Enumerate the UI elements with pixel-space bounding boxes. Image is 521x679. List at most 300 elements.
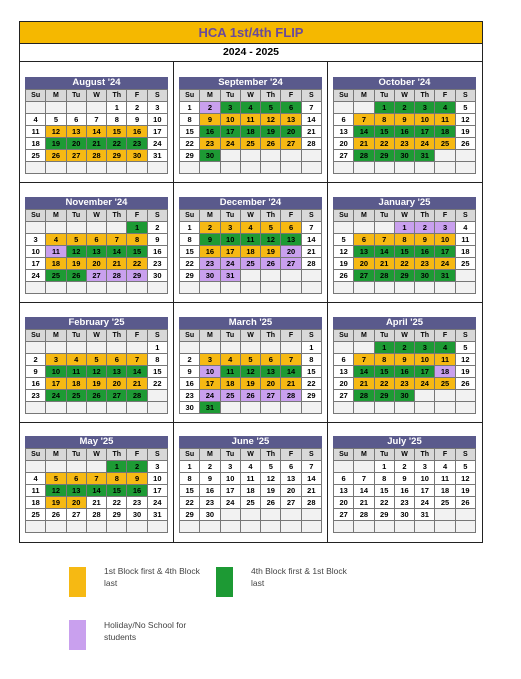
day-cell: 19 — [456, 126, 476, 138]
day-cell: 26 — [241, 390, 261, 402]
day-cell: 2 — [395, 342, 415, 354]
day-cell: 5 — [241, 354, 261, 366]
day-cell: 5 — [46, 114, 66, 126]
day-cell: 22 — [127, 258, 147, 270]
empty-cell — [107, 342, 127, 354]
day-header: Su — [26, 210, 46, 222]
day-cell: 25 — [241, 497, 261, 509]
empty-cell — [435, 509, 455, 521]
day-cell: 24 — [148, 138, 168, 150]
month-grid — [333, 209, 476, 294]
day-cell: 7 — [302, 102, 322, 114]
empty-cell — [241, 270, 261, 282]
day-cell: 12 — [87, 366, 107, 378]
empty-cell — [46, 521, 66, 533]
empty-cell — [302, 270, 322, 282]
day-cell: 28 — [302, 258, 322, 270]
day-cell: 25 — [241, 138, 261, 150]
month-title: April '25 — [333, 317, 476, 329]
day-cell: 8 — [302, 354, 322, 366]
day-header: Su — [334, 330, 354, 342]
day-cell: 17 — [46, 378, 66, 390]
day-header: Su — [180, 210, 200, 222]
day-header: M — [200, 210, 220, 222]
day-cell: 6 — [67, 114, 87, 126]
day-cell: 19 — [241, 378, 261, 390]
day-cell: 14 — [354, 366, 374, 378]
empty-cell — [334, 282, 354, 294]
day-cell: 23 — [395, 497, 415, 509]
day-cell: 15 — [395, 246, 415, 258]
day-cell: 19 — [456, 485, 476, 497]
day-cell: 3 — [221, 461, 241, 473]
day-cell: 19 — [46, 138, 66, 150]
day-header: Tu — [67, 210, 87, 222]
day-header: S — [302, 90, 322, 102]
empty-cell — [281, 402, 301, 414]
day-cell: 4 — [221, 354, 241, 366]
day-cell: 8 — [375, 114, 395, 126]
day-cell: 21 — [302, 126, 322, 138]
empty-cell — [281, 521, 301, 533]
day-cell: 10 — [200, 366, 220, 378]
empty-cell — [241, 282, 261, 294]
day-cell: 30 — [200, 150, 220, 162]
empty-cell — [302, 509, 322, 521]
day-cell: 12 — [46, 126, 66, 138]
empty-cell — [200, 162, 220, 174]
day-cell: 27 — [334, 509, 354, 521]
day-cell: 17 — [415, 366, 435, 378]
empty-cell — [261, 509, 281, 521]
day-cell: 19 — [334, 258, 354, 270]
day-cell: 19 — [261, 126, 281, 138]
empty-cell — [46, 461, 66, 473]
day-cell: 16 — [148, 246, 168, 258]
day-cell: 18 — [456, 246, 476, 258]
day-cell: 12 — [456, 114, 476, 126]
day-cell: 16 — [395, 126, 415, 138]
day-cell: 17 — [415, 126, 435, 138]
empty-cell — [87, 402, 107, 414]
empty-cell — [221, 282, 241, 294]
day-cell: 12 — [456, 354, 476, 366]
day-cell: 2 — [148, 222, 168, 234]
day-cell: 15 — [302, 366, 322, 378]
day-cell: 10 — [221, 234, 241, 246]
day-cell: 30 — [200, 270, 220, 282]
day-cell: 12 — [241, 366, 261, 378]
empty-cell — [67, 521, 87, 533]
day-cell: 24 — [221, 258, 241, 270]
day-cell: 3 — [26, 234, 46, 246]
day-cell: 13 — [354, 246, 374, 258]
day-cell: 29 — [107, 150, 127, 162]
day-header: M — [354, 330, 374, 342]
empty-cell — [127, 162, 147, 174]
day-cell: 2 — [415, 222, 435, 234]
empty-cell — [67, 282, 87, 294]
day-cell: 20 — [281, 126, 301, 138]
day-cell: 24 — [435, 258, 455, 270]
empty-cell — [241, 162, 261, 174]
day-cell: 4 — [241, 222, 261, 234]
empty-cell — [435, 521, 455, 533]
empty-cell — [261, 402, 281, 414]
month-calendar — [333, 436, 476, 533]
empty-cell — [435, 402, 455, 414]
month-calendar — [25, 197, 168, 294]
day-cell: 24 — [415, 138, 435, 150]
day-cell: 22 — [180, 258, 200, 270]
day-header: S — [148, 90, 168, 102]
day-cell: 15 — [375, 485, 395, 497]
day-header: Tu — [375, 449, 395, 461]
empty-cell — [148, 282, 168, 294]
day-cell: 31 — [148, 509, 168, 521]
day-cell: 6 — [334, 354, 354, 366]
day-cell: 23 — [395, 138, 415, 150]
day-cell: 31 — [415, 150, 435, 162]
day-cell: 30 — [395, 150, 415, 162]
empty-cell — [395, 162, 415, 174]
day-header: W — [87, 210, 107, 222]
row-divider — [20, 182, 482, 183]
day-cell: 1 — [302, 342, 322, 354]
day-cell: 15 — [180, 485, 200, 497]
day-cell: 27 — [281, 138, 301, 150]
day-cell: 28 — [375, 270, 395, 282]
month-calendar — [25, 436, 168, 533]
empty-cell — [456, 282, 476, 294]
day-cell: 21 — [354, 138, 374, 150]
day-header: M — [200, 449, 220, 461]
day-cell: 13 — [281, 473, 301, 485]
empty-cell — [302, 402, 322, 414]
day-cell: 27 — [281, 497, 301, 509]
day-cell: 27 — [107, 390, 127, 402]
day-cell: 3 — [221, 102, 241, 114]
day-cell: 15 — [107, 126, 127, 138]
day-cell: 22 — [107, 497, 127, 509]
empty-cell — [261, 270, 281, 282]
day-cell: 18 — [221, 378, 241, 390]
day-cell: 19 — [87, 378, 107, 390]
empty-cell — [334, 521, 354, 533]
empty-cell — [281, 150, 301, 162]
day-cell: 10 — [46, 366, 66, 378]
day-cell: 18 — [241, 126, 261, 138]
day-cell: 21 — [87, 138, 107, 150]
day-cell: 8 — [107, 114, 127, 126]
day-cell: 17 — [221, 485, 241, 497]
empty-cell — [87, 162, 107, 174]
empty-cell — [148, 521, 168, 533]
month-grid — [333, 89, 476, 174]
day-cell: 6 — [87, 234, 107, 246]
empty-cell — [107, 402, 127, 414]
day-header: W — [241, 90, 261, 102]
empty-cell — [456, 162, 476, 174]
day-cell: 13 — [334, 366, 354, 378]
day-header: Su — [26, 90, 46, 102]
day-cell: 29 — [127, 270, 147, 282]
day-cell: 23 — [200, 258, 220, 270]
day-header: Tu — [375, 330, 395, 342]
empty-cell — [127, 402, 147, 414]
day-cell: 11 — [26, 126, 46, 138]
empty-cell — [354, 461, 374, 473]
day-cell: 29 — [302, 390, 322, 402]
empty-cell — [107, 282, 127, 294]
day-cell: 11 — [26, 485, 46, 497]
day-cell: 20 — [334, 378, 354, 390]
day-cell: 29 — [180, 150, 200, 162]
day-cell: 7 — [302, 461, 322, 473]
day-header: F — [127, 330, 147, 342]
empty-cell — [354, 102, 374, 114]
day-cell: 28 — [281, 390, 301, 402]
empty-cell — [200, 342, 220, 354]
empty-cell — [26, 102, 46, 114]
day-header: Th — [107, 449, 127, 461]
day-cell: 4 — [435, 342, 455, 354]
day-cell: 31 — [435, 270, 455, 282]
empty-cell — [26, 402, 46, 414]
day-cell: 3 — [415, 461, 435, 473]
day-cell: 5 — [456, 342, 476, 354]
day-cell: 4 — [46, 234, 66, 246]
day-cell: 6 — [334, 473, 354, 485]
day-cell: 9 — [180, 366, 200, 378]
day-cell: 5 — [456, 461, 476, 473]
day-cell: 16 — [200, 246, 220, 258]
day-cell: 1 — [395, 222, 415, 234]
empty-cell — [456, 150, 476, 162]
day-header: M — [354, 210, 374, 222]
empty-cell — [127, 521, 147, 533]
empty-cell — [261, 150, 281, 162]
empty-cell — [302, 282, 322, 294]
day-header: Th — [415, 90, 435, 102]
day-cell: 24 — [46, 390, 66, 402]
empty-cell — [334, 461, 354, 473]
day-header: M — [46, 330, 66, 342]
day-cell: 21 — [375, 258, 395, 270]
day-cell: 1 — [180, 222, 200, 234]
day-header: Tu — [221, 330, 241, 342]
purple-swatch — [69, 620, 86, 650]
month-calendar — [179, 436, 322, 533]
day-cell: 16 — [395, 485, 415, 497]
day-cell: 5 — [261, 102, 281, 114]
empty-cell — [415, 282, 435, 294]
month-title: June '25 — [179, 436, 322, 448]
day-cell: 29 — [107, 509, 127, 521]
day-cell: 29 — [375, 509, 395, 521]
month-title: October '24 — [333, 77, 476, 89]
empty-cell — [107, 222, 127, 234]
day-cell: 11 — [435, 354, 455, 366]
day-cell: 21 — [87, 497, 107, 509]
day-cell: 17 — [148, 126, 168, 138]
day-cell: 6 — [281, 222, 301, 234]
day-header: Tu — [67, 330, 87, 342]
month-calendar — [179, 197, 322, 294]
empty-cell — [221, 342, 241, 354]
day-cell: 28 — [354, 150, 374, 162]
day-cell: 24 — [415, 497, 435, 509]
empty-cell — [107, 521, 127, 533]
day-cell: 14 — [354, 126, 374, 138]
day-header: Tu — [375, 90, 395, 102]
day-cell: 11 — [241, 473, 261, 485]
day-cell: 2 — [127, 102, 147, 114]
day-header: S — [302, 330, 322, 342]
day-cell: 9 — [395, 114, 415, 126]
day-cell: 23 — [127, 497, 147, 509]
day-header: Th — [415, 449, 435, 461]
day-cell: 16 — [200, 485, 220, 497]
legend-yellow-label: 1st Block first & 4th Block last — [104, 566, 200, 588]
month-grid — [25, 329, 168, 414]
empty-cell — [46, 102, 66, 114]
day-cell: 9 — [26, 366, 46, 378]
day-cell: 2 — [200, 461, 220, 473]
empty-cell — [180, 162, 200, 174]
day-cell: 13 — [67, 485, 87, 497]
day-cell: 13 — [67, 126, 87, 138]
day-cell: 11 — [456, 234, 476, 246]
empty-cell — [435, 162, 455, 174]
day-cell: 31 — [221, 270, 241, 282]
day-cell: 13 — [281, 234, 301, 246]
day-cell: 13 — [87, 246, 107, 258]
day-cell: 30 — [148, 270, 168, 282]
day-cell: 9 — [200, 234, 220, 246]
day-cell: 30 — [127, 509, 147, 521]
day-header: W — [87, 90, 107, 102]
day-cell: 17 — [26, 258, 46, 270]
day-cell: 1 — [127, 222, 147, 234]
empty-cell — [67, 461, 87, 473]
day-cell: 23 — [148, 258, 168, 270]
day-cell: 25 — [67, 390, 87, 402]
day-cell: 12 — [456, 473, 476, 485]
day-cell: 3 — [46, 354, 66, 366]
day-cell: 20 — [261, 378, 281, 390]
empty-cell — [46, 282, 66, 294]
empty-cell — [354, 342, 374, 354]
day-cell: 8 — [180, 234, 200, 246]
day-cell: 16 — [200, 126, 220, 138]
day-cell: 5 — [46, 473, 66, 485]
day-header: M — [46, 449, 66, 461]
empty-cell — [456, 521, 476, 533]
legend-purple-label: Holiday/No School for students — [104, 620, 187, 642]
day-cell: 17 — [221, 246, 241, 258]
day-cell: 13 — [107, 366, 127, 378]
day-cell: 5 — [334, 234, 354, 246]
empty-cell — [26, 282, 46, 294]
day-cell: 4 — [241, 102, 261, 114]
day-cell: 27 — [261, 390, 281, 402]
day-cell: 4 — [26, 114, 46, 126]
empty-cell — [375, 521, 395, 533]
day-cell: 15 — [127, 246, 147, 258]
day-cell: 12 — [46, 485, 66, 497]
day-cell: 22 — [180, 138, 200, 150]
day-cell: 10 — [221, 114, 241, 126]
empty-cell — [354, 521, 374, 533]
day-cell: 17 — [415, 485, 435, 497]
empty-cell — [241, 509, 261, 521]
month-title: January '25 — [333, 197, 476, 209]
day-cell: 12 — [67, 246, 87, 258]
day-cell: 3 — [221, 222, 241, 234]
day-cell: 26 — [334, 270, 354, 282]
empty-cell — [415, 402, 435, 414]
day-header: F — [435, 90, 455, 102]
day-cell: 24 — [221, 497, 241, 509]
day-header: F — [281, 330, 301, 342]
day-cell: 8 — [375, 354, 395, 366]
day-cell: 11 — [67, 366, 87, 378]
day-cell: 23 — [415, 258, 435, 270]
day-header: S — [148, 330, 168, 342]
day-cell: 16 — [127, 485, 147, 497]
day-cell: 26 — [261, 497, 281, 509]
empty-cell — [241, 150, 261, 162]
day-cell: 11 — [241, 234, 261, 246]
empty-cell — [221, 402, 241, 414]
green-swatch — [216, 567, 233, 597]
empty-cell — [281, 270, 301, 282]
day-cell: 16 — [415, 246, 435, 258]
empty-cell — [46, 342, 66, 354]
empty-cell — [261, 521, 281, 533]
empty-cell — [241, 402, 261, 414]
day-cell: 19 — [261, 485, 281, 497]
day-cell: 7 — [354, 354, 374, 366]
day-cell: 18 — [241, 485, 261, 497]
day-cell: 5 — [261, 222, 281, 234]
day-cell: 23 — [180, 390, 200, 402]
empty-cell — [180, 282, 200, 294]
day-cell: 25 — [26, 150, 46, 162]
day-cell: 28 — [354, 390, 374, 402]
empty-cell — [281, 162, 301, 174]
day-cell: 22 — [375, 138, 395, 150]
empty-cell — [148, 162, 168, 174]
day-header: M — [354, 449, 374, 461]
day-cell: 29 — [375, 390, 395, 402]
empty-cell — [415, 162, 435, 174]
day-header: M — [46, 210, 66, 222]
day-header: W — [395, 449, 415, 461]
empty-cell — [26, 222, 46, 234]
empty-cell — [375, 162, 395, 174]
day-header: Tu — [221, 90, 241, 102]
day-cell: 30 — [127, 150, 147, 162]
empty-cell — [180, 342, 200, 354]
day-header: W — [241, 210, 261, 222]
empty-cell — [221, 521, 241, 533]
empty-cell — [180, 521, 200, 533]
day-cell: 15 — [148, 366, 168, 378]
empty-cell — [67, 102, 87, 114]
day-header: Su — [26, 449, 46, 461]
